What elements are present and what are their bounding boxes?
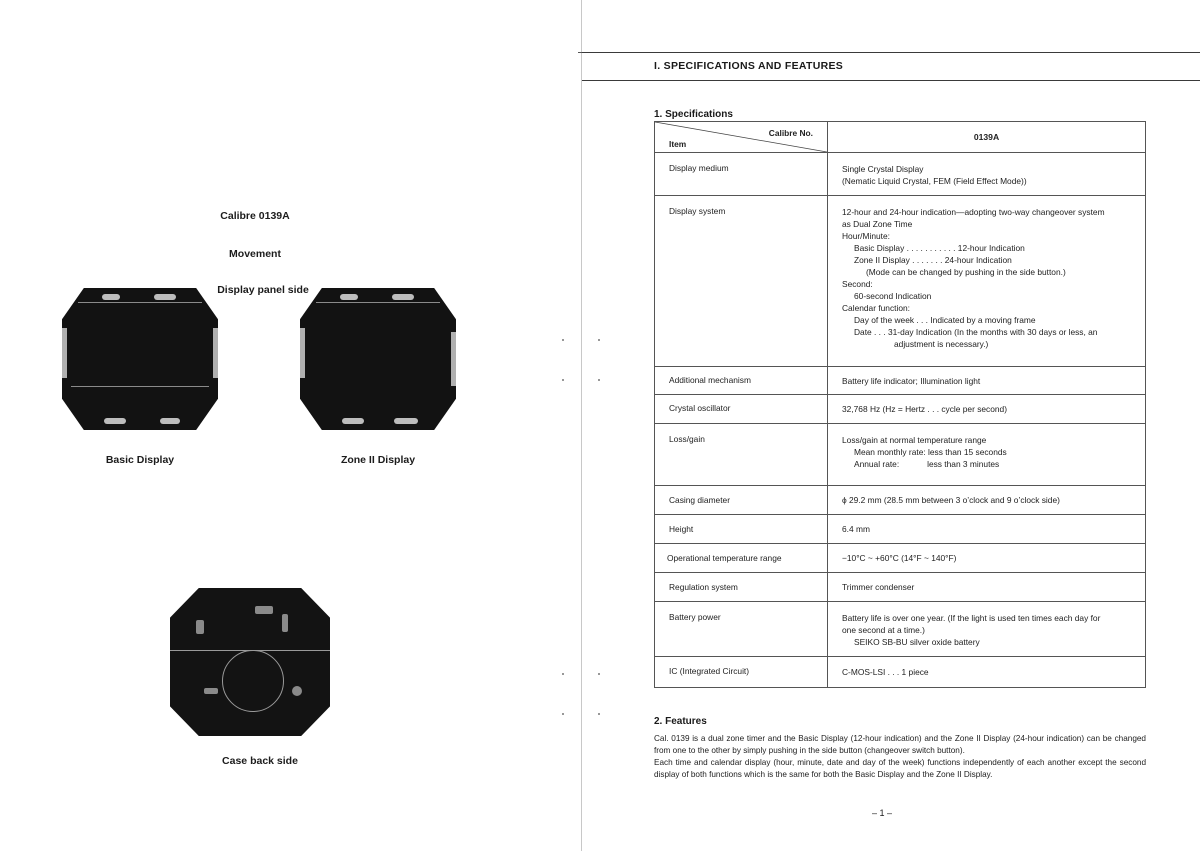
lug [392, 294, 414, 300]
row-item: Loss/gain [655, 424, 828, 486]
row-item: Display system [655, 196, 828, 367]
lug [102, 294, 120, 300]
table-row [655, 602, 1146, 657]
features-paragraph: Cal. 0139 is a dual zone timer and the Basic Display (12-hour indication) and the Zone II Display (24-hour indication) can be changed from one to the other by simply pushing in the side button (changeover switch button). [654, 734, 1146, 755]
table-row [655, 424, 1146, 486]
table-row [655, 657, 1146, 688]
calibre-no-label: Calibre No. [768, 128, 813, 138]
row-value: Battery life indicator; Illumination light [828, 367, 1146, 395]
crease-mark [562, 339, 564, 341]
crease-mark [598, 673, 600, 675]
table-row [655, 153, 1146, 196]
specifications-heading: 1. Specifications [654, 109, 733, 120]
table-row [655, 367, 1146, 395]
crease-mark [562, 713, 564, 715]
zone-ii-display-watch-image [300, 288, 456, 430]
row-value: 12-hour and 24-hour indication—adopting two-way changeover system as Dual Zone Time Hour/Minute: Basic Display . . . . . . . . . . . 12-hour Indication Zone II Display . . . . . . . 24-hour Indication (Mode can be changed by pushing in the side button.) Second: 60-second Indication Calendar function: Day of the week . . . Indicated by a moving frame Date . . . 31-day Indication (In the months with 30 days or less, an adjustment is necessary.) [828, 196, 1146, 367]
lug [342, 418, 364, 424]
case-back-caption: Case back side [222, 755, 298, 767]
header-item-cell [655, 122, 828, 153]
features-paragraph: Each time and calendar display (hour, minute, date and day of the week) functions independently of each another except the second display of both functions which is the same for both the Basic Display and the Zone II Display. [654, 758, 1146, 779]
table-row [655, 196, 1146, 367]
row-value: 32,768 Hz (Hz = Hertz . . . cycle per second) [828, 395, 1146, 424]
page-gutter [581, 0, 582, 851]
crease-mark [598, 713, 600, 715]
features-body [654, 733, 1146, 781]
table-row [655, 573, 1146, 602]
row-item: Height [655, 515, 828, 544]
row-item: Operational temperature range [655, 544, 828, 573]
row-item: Display medium [655, 153, 828, 196]
row-value: Trimmer condenser [828, 573, 1146, 602]
basic-display-caption: Basic Display [105, 454, 175, 466]
features-heading: 2. Features [654, 716, 707, 727]
row-value: −10°C ~ +60°C (14°F ~ 140°F) [828, 544, 1146, 573]
specifications-table [654, 121, 1146, 688]
lug [394, 418, 418, 424]
row-item: Casing diameter [655, 486, 828, 515]
calibre-title: Calibre 0139A [220, 210, 290, 222]
section-title: I. SPECIFICATIONS AND FEATURES [654, 60, 844, 72]
row-item: Crystal oscillator [655, 395, 828, 424]
crease-mark [598, 339, 600, 341]
row-item: Battery power [655, 602, 828, 657]
item-label: Item [669, 139, 687, 149]
crease-mark [598, 379, 600, 381]
table-header-row [655, 122, 1146, 153]
row-item: IC (Integrated Circuit) [655, 657, 828, 688]
table-row [655, 395, 1146, 424]
table-row [655, 515, 1146, 544]
crease-mark [562, 673, 564, 675]
page-number: – 1 – [872, 808, 893, 818]
row-value: Single Crystal Display (Nematic Liquid Crystal, FEM (Field Effect Mode)) [828, 153, 1146, 196]
row-value: C-MOS-LSI . . . 1 piece [828, 657, 1146, 688]
row-value: Loss/gain at normal temperature range Mean monthly rate: less than 15 seconds Annual rate: less than 3 minutes [828, 424, 1146, 486]
section-rule [582, 80, 1200, 81]
table-row [655, 486, 1146, 515]
lug [154, 294, 176, 300]
display-panel-label: Display panel side [217, 284, 309, 296]
row-value: 6.4 mm [828, 515, 1146, 544]
zone-ii-display-caption: Zone II Display [340, 454, 416, 466]
row-item: Regulation system [655, 573, 828, 602]
crease-mark [562, 379, 564, 381]
row-item: Additional mechanism [655, 367, 828, 395]
calibre-value: 0139A [828, 122, 1146, 153]
lug [160, 418, 180, 424]
row-value: Battery life is over one year. (If the light is used ten times each day for one second at a time.) SEIKO SB-BU silver oxide battery [828, 602, 1146, 657]
top-rule [582, 52, 1200, 53]
lug [340, 294, 358, 300]
row-value: ϕ 29.2 mm (28.5 mm between 3 o’clock and 9 o’clock side) [828, 486, 1146, 515]
case-back-image [170, 588, 330, 736]
lug [104, 418, 126, 424]
table-row [655, 544, 1146, 573]
movement-label: Movement [229, 248, 281, 260]
basic-display-watch-image [62, 288, 218, 430]
